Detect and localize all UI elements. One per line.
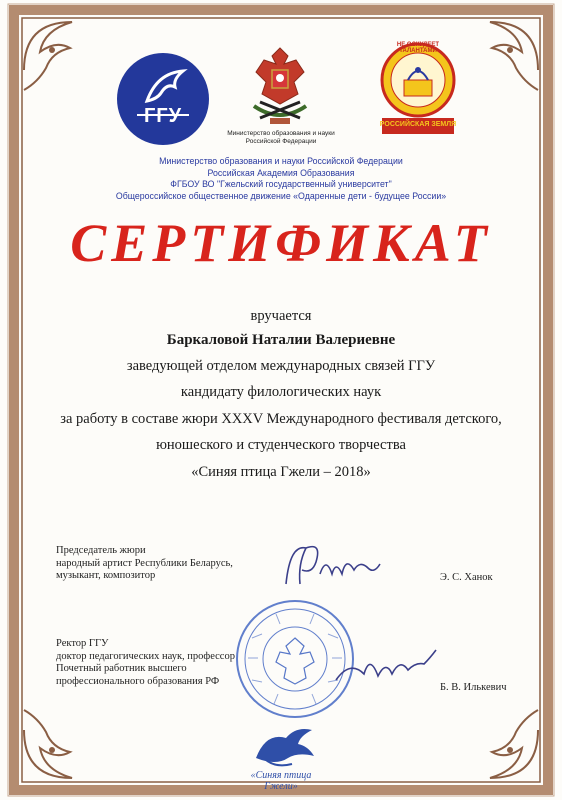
awarded-text: вручается [250,308,312,324]
signature-2-image [330,640,440,690]
signer-1-title: Председатель жюри народный артист Республики Беларусь, музыкант, композитор [56,545,233,581]
recipient-name: Баркаловой Наталии Валериевне [166,332,396,348]
organizer-line: Министерство образования и науки Российской Федерации [159,156,403,166]
organizers-list [60,156,502,202]
festival-logo [236,722,326,792]
organizer-line: ФГБОУ ВО "Гжельский государственный университет" [170,179,392,189]
recipient-position: заведующей отделом международных связей ГГУ [126,358,436,374]
blue-bird-icon [236,722,326,772]
coat-of-arms-icon [244,44,316,130]
rz-ring-text: НЕ ОСКУДЕЕТ ТАЛАНТАМИ [396,42,440,54]
reason-line-2: юношеского и студенческого творчества [156,437,406,453]
festival-name: «Синяя птица Гжели – 2018» [191,464,371,480]
signer-1-name: Э. С. Ханок [440,572,493,583]
reason-line-1: за работу в составе жюри XXXV Международного фестиваля детского, [60,411,502,427]
festival-logo-text: «Синяя птица Гжели» [250,770,312,792]
recipient-degree: кандидату филологических наук [180,384,382,400]
university-abbr: ГГУ [143,105,183,127]
signer-2-title: Ректор ГГУ доктор педагогических наук, профессор Почетный работник высшего профессионального образования РФ [56,638,235,687]
organizer-line: Общероссийское общественное движение «Одаренные дети - будущее России» [115,190,447,201]
rz-bottom-text: РОССИЙСКАЯ ЗЕМЛЯ [379,121,457,128]
certificate-title: СЕРТИФИКАТ [70,213,492,273]
signer-2-name: Б. В. Илькевич [440,682,507,693]
organizer-line: Российская Академия Образования [207,167,355,178]
signature-1-image [276,534,386,598]
ministry-caption: Министерство образования и науки Российской Федерации [227,130,335,145]
russian-land-logo [378,40,458,140]
